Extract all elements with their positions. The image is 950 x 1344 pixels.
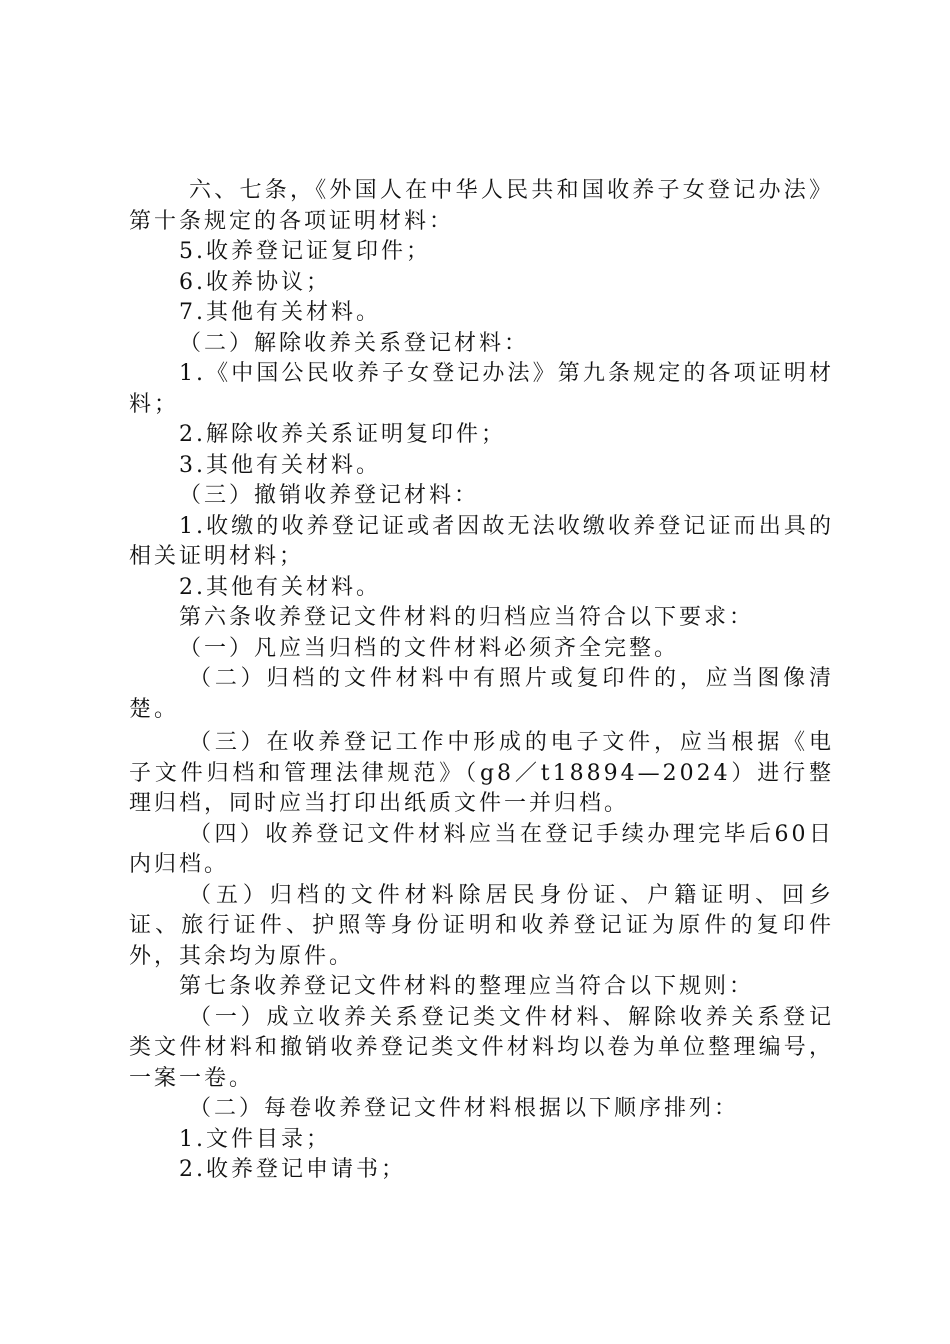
- paragraph: 1.《中国公民收养子女登记办法》第九条规定的各项证明材料；: [129, 361, 834, 417]
- paragraph: 六、七条，《外国人在中华人民共和国收养子女登记办法》第十条规定的各项证明材料：: [129, 178, 834, 234]
- paragraph: 5.收养登记证复印件；: [179, 239, 431, 264]
- paragraph: （四）收养登记文件材料应当在登记手续办理完毕后60日内归档。: [129, 821, 834, 877]
- paragraph: 6.收养协议；: [179, 269, 331, 295]
- paragraph: 2.解除收养关系证明复印件；: [179, 422, 506, 447]
- paragraph: 第七条收养登记文件材料的整理应当符合以下规则：: [179, 974, 755, 999]
- paragraph: （二）归档的文件材料中有照片或复印件的，应当图像清楚。: [129, 666, 834, 722]
- paragraph: （一）成立收养关系登记类文件材料、解除收养关系登记类文件材料和撤销收养登记类文件材料均以卷为单位整理编号，一案一卷。: [129, 1004, 834, 1091]
- paragraph: 2.收养登记申请书；: [179, 1157, 406, 1182]
- paragraph: 第六条收养登记文件材料的归档应当符合以下要求：: [179, 605, 755, 630]
- paragraph: （三）在收养登记工作中形成的电子文件，应当根据《电子文件归档和管理法律规范》（g8／t18894—2024）进行整理归档，同时应当打印出纸质文件一并归档。: [129, 730, 834, 816]
- paragraph: （二）每卷收养登记文件材料根据以下顺序排列：: [189, 1096, 740, 1121]
- document-body: [129, 176, 834, 1186]
- paragraph: （五）归档的文件材料除居民身份证、户籍证明、回乡证、旅行证件、护照等身份证明和收养登记证为原件的复印件外，其余均为原件。: [129, 882, 834, 969]
- paragraph: （一）凡应当归档的文件材料必须齐全完整。: [179, 635, 680, 661]
- paragraph: 1.收缴的收养登记证或者因故无法收缴收养登记证而出具的相关证明材料；: [129, 513, 834, 569]
- paragraph: （三）撤销收养登记材料：: [179, 483, 480, 508]
- paragraph: （二）解除收养关系登记材料：: [179, 330, 530, 356]
- paragraph: 7.其他有关材料。: [179, 300, 381, 325]
- paragraph: 3.其他有关材料。: [179, 452, 381, 478]
- paragraph: 2.其他有关材料。: [179, 574, 381, 600]
- paragraph: 1.文件目录；: [179, 1126, 331, 1152]
